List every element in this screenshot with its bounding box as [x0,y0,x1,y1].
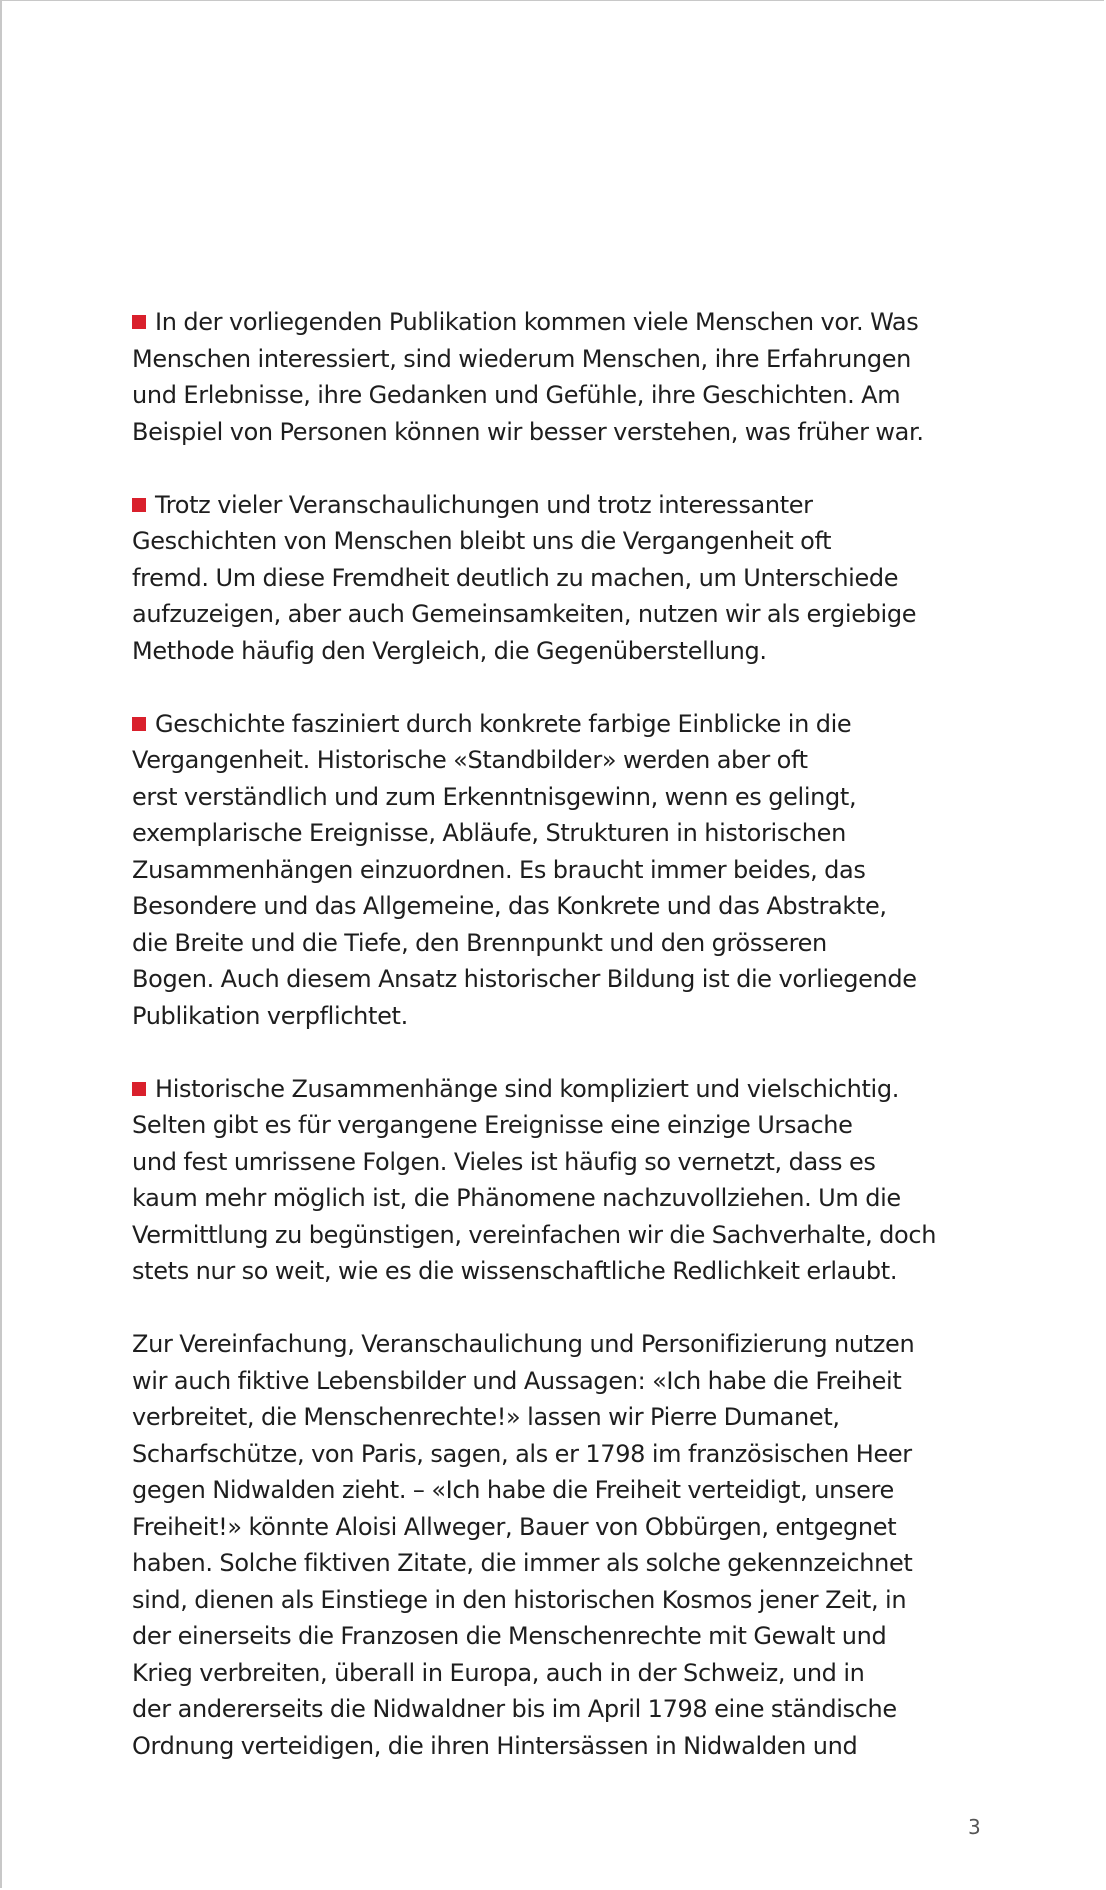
text-line [132,1217,992,1254]
line-text: Ordnung verteidigen, die ihren Hintersässen in Nidwalden und [132,1731,858,1760]
text-line [132,706,992,743]
line-text: Vergangenheit. Historische «Standbilder» werden aber oft [132,746,808,774]
text-line [132,1326,992,1363]
text-line [132,998,992,1035]
line-text: Geschichte fasziniert durch konkrete farbige Einblicke in die [155,709,852,738]
line-text: wir auch fiktive Lebensbilder und Aussagen: «Ich habe die Freiheit [132,1366,902,1395]
line-text: die Breite und die Tiefe, den Brennpunkt und den grösseren [132,928,827,957]
line-text: erst verständlich und zum Erkenntnisgewinn, wenn es gelingt, [132,782,857,811]
text-line [132,1618,992,1655]
red-square-bullet-icon [132,717,146,731]
line-text: Methode häufig den Vergleich, die Gegenüberstellung. [132,636,767,665]
line-text: Trotz vieler Veranschaulichungen und trotz interessanter [155,490,813,519]
text-line [132,1545,992,1582]
line-text: stets nur so weit, wie es die wissenschaftliche Redlichkeit erlaubt. [132,1257,898,1285]
text-line [132,523,992,560]
line-text: der andererseits die Nidwaldner bis im April 1798 eine ständische [132,1695,897,1723]
line-text: und Erlebnisse, ihre Gedanken und Gefühle, ihre Geschichten. Am [132,381,901,409]
text-line [132,888,992,925]
text-line [132,341,992,378]
paragraph [132,1326,992,1764]
text-line [132,1071,992,1108]
red-square-bullet-icon [132,498,146,512]
text-line [132,377,992,414]
line-text: gegen Nidwalden zieht. – «Ich habe die Freiheit verteidigt, unsere [132,1476,894,1504]
line-text: der einerseits die Franzosen die Menschenrechte mit Gewalt und [132,1622,887,1650]
line-text: Selten gibt es für vergangene Ereignisse eine einzige Ursache [132,1111,853,1139]
text-line [132,1728,992,1765]
text-line [132,852,992,889]
text-line [132,1436,992,1473]
text-line [132,925,992,962]
line-text: In der vorliegenden Publikation kommen viele Menschen vor. Was [155,308,919,336]
text-line [132,304,992,341]
text-line [132,1509,992,1546]
line-text: Vermittlung zu begünstigen, vereinfachen wir die Sachverhalte, doch [132,1220,937,1249]
line-text: Geschichten von Menschen bleibt uns die Vergangenheit oft [132,527,832,555]
line-text: haben. Solche fiktiven Zitate, die immer als solche gekennzeichnet [132,1549,913,1577]
text-line [132,487,992,524]
line-text: Freiheit!» könnte Aloisi Allweger, Bauer von Obbürgen, entgegnet [132,1512,897,1541]
line-text: fremd. Um diese Fremdheit deutlich zu machen, um Unterschiede [132,563,899,592]
text-line [132,1691,992,1728]
line-text: Historische Zusammenhänge sind kompliziert und vielschichtig. [155,1074,900,1103]
text-line [132,1107,992,1144]
paragraph [132,304,992,450]
line-text: verbreitet, die Menschenrechte!» lassen wir Pierre Dumanet, [132,1403,840,1431]
text-line [132,1472,992,1509]
line-text: exemplarische Ereignisse, Abläufe, Strukturen in historischen [132,819,846,847]
line-text: Scharfschütze, von Paris, sagen, als er 1798 im französischen Heer [132,1439,912,1468]
text-line [132,1144,992,1181]
text-line [132,596,992,633]
line-text: Bogen. Auch diesem Ansatz historischer Bildung ist die vorliegende [132,965,917,993]
line-text: und fest umrissene Folgen. Vieles ist häufig so vernetzt, dass es [132,1147,876,1176]
text-line [132,1253,992,1290]
paragraph [132,487,992,670]
body-text [132,304,992,1801]
paragraph [132,1071,992,1290]
red-square-bullet-icon [132,1082,146,1096]
line-text: Zur Vereinfachung, Veranschaulichung und Personifizierung nutzen [132,1330,915,1358]
line-text: aufzuzeigen, aber auch Gemeinsamkeiten, nutzen wir als ergiebige [132,600,917,628]
text-line [132,560,992,597]
line-text: Besondere und das Allgemeine, das Konkrete und das Abstrakte, [132,892,887,920]
line-text: Beispiel von Personen können wir besser verstehen, was früher war. [132,417,924,446]
text-line [132,1655,992,1692]
line-text: Menschen interessiert, sind wiederum Menschen, ihre Erfahrungen [132,344,912,373]
text-line [132,1363,992,1400]
line-text: sind, dienen als Einstiege in den historischen Kosmos jener Zeit, in [132,1585,907,1614]
line-text: Krieg verbreiten, überall in Europa, auch in der Schweiz, und in [132,1658,865,1687]
text-line [132,961,992,998]
text-line [132,779,992,816]
line-text: Zusammenhängen einzuordnen. Es braucht immer beides, das [132,855,866,884]
text-line [132,815,992,852]
page-number: 3 [968,1815,981,1839]
red-square-bullet-icon [132,315,146,329]
text-line [132,1180,992,1217]
text-line [132,414,992,451]
text-line [132,1582,992,1619]
line-text: kaum mehr möglich ist, die Phänomene nachzuvollziehen. Um die [132,1184,901,1212]
line-text: Publikation verpflichtet. [132,1001,408,1030]
paragraph [132,706,992,1035]
text-line [132,633,992,670]
text-line [132,742,992,779]
text-line [132,1399,992,1436]
